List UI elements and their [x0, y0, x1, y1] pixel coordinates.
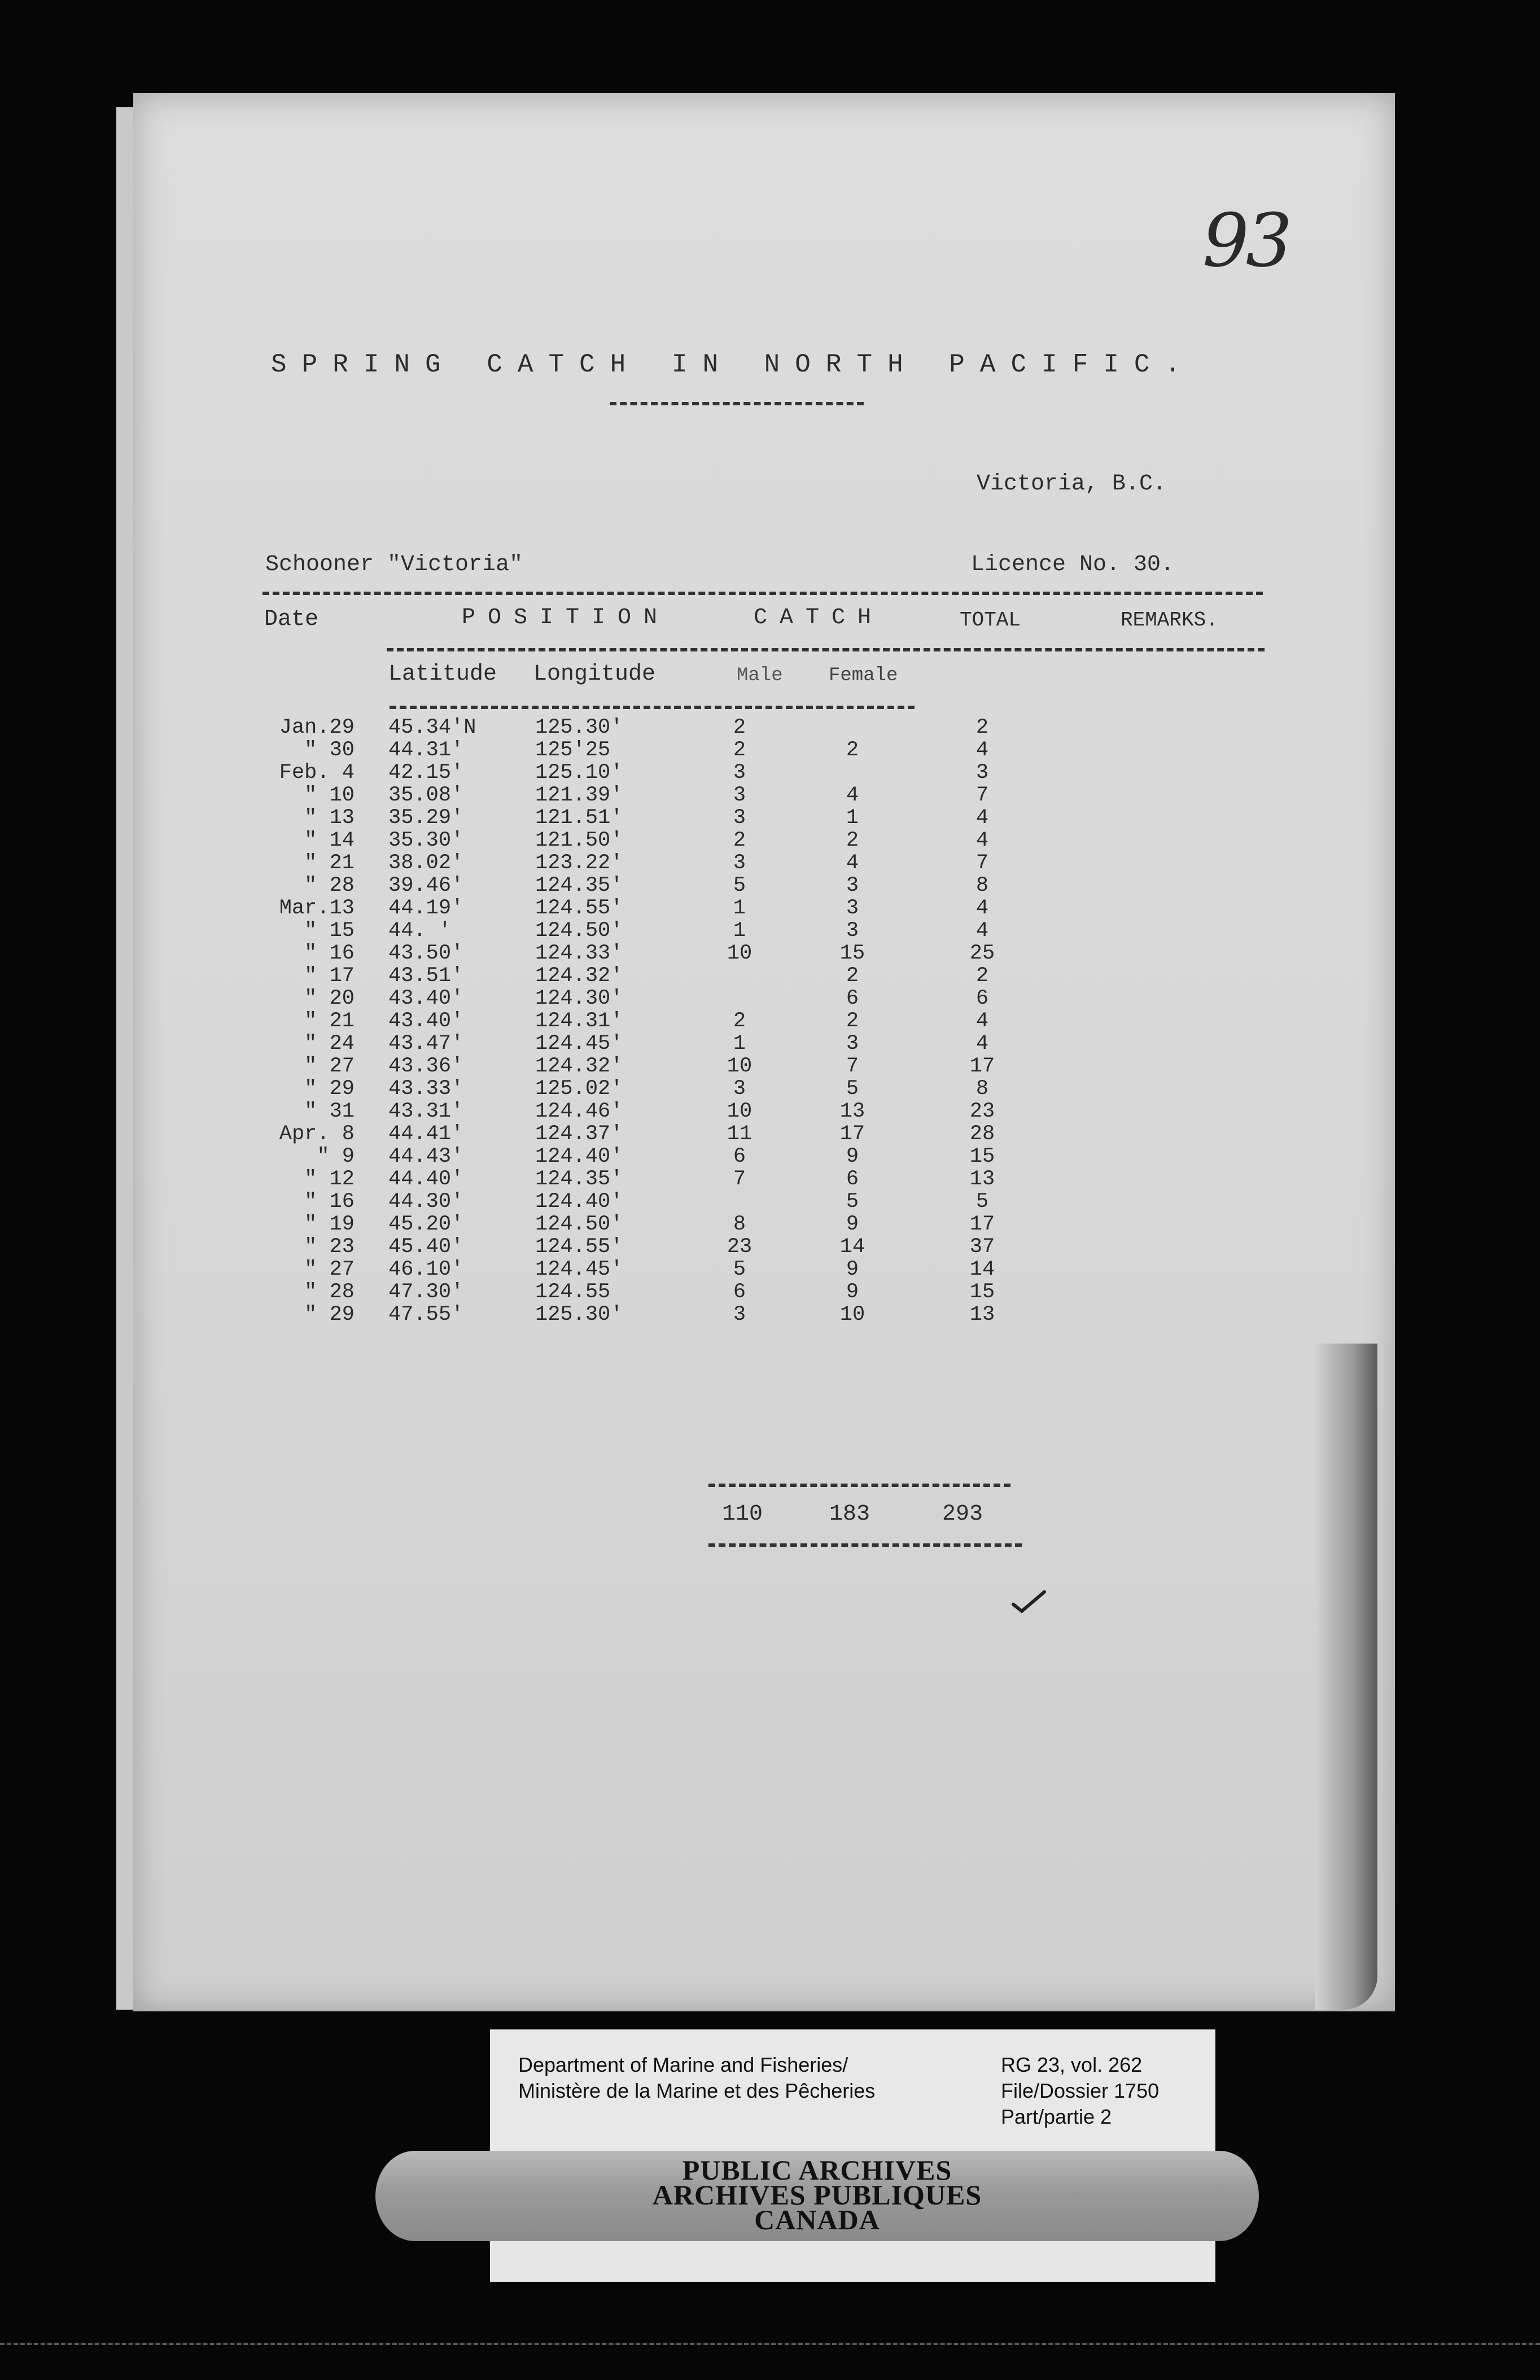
table-row — [0, 829, 1540, 851]
row-total: 4 — [975, 896, 989, 920]
row-longitude: 121.50' — [535, 829, 623, 852]
table-row — [0, 738, 1540, 761]
table-row — [0, 874, 1540, 896]
row-latitude: 42.15' — [388, 761, 464, 785]
row-total: 4 — [975, 806, 989, 830]
row-date: Apr. 8 — [279, 1122, 355, 1146]
row-longitude: 125'25 — [535, 738, 611, 762]
row-longitude: 124.55' — [535, 896, 623, 920]
row-female: 7 — [846, 1055, 859, 1078]
row-longitude: 124.45' — [535, 1032, 623, 1056]
place-line: Victoria, B.C. — [977, 471, 1167, 497]
row-longitude: 124.37' — [535, 1122, 623, 1146]
row-total: 2 — [975, 716, 989, 740]
row-female: 9 — [846, 1213, 859, 1236]
row-date: " 17 — [304, 964, 355, 988]
total-male: 110 — [721, 1502, 763, 1527]
row-female: 3 — [846, 874, 859, 898]
row-female: 4 — [846, 784, 859, 807]
row-date: Jan.29 — [279, 716, 355, 740]
row-date: " 19 — [304, 1213, 355, 1236]
row-male: 5 — [733, 1258, 746, 1281]
row-date: Mar.13 — [279, 896, 355, 920]
row-total: 4 — [975, 1009, 989, 1033]
row-male: 7 — [733, 1167, 746, 1191]
row-latitude: 45.40' — [388, 1235, 464, 1259]
row-latitude: 43.31' — [388, 1100, 464, 1123]
row-date: " 21 — [304, 1009, 355, 1033]
row-latitude: 43.40' — [388, 987, 464, 1010]
row-male: 3 — [733, 851, 746, 875]
row-latitude: 44. ' — [388, 919, 452, 943]
row-date: " 27 — [304, 1258, 355, 1281]
row-latitude: 35.29' — [388, 806, 464, 830]
row-male: 1 — [733, 1032, 746, 1056]
row-total: 15 — [969, 1145, 995, 1169]
row-latitude: 45.20' — [388, 1213, 464, 1236]
row-female: 3 — [846, 1032, 859, 1056]
row-male: 8 — [733, 1213, 746, 1236]
row-male: 1 — [733, 896, 746, 920]
row-date: " 23 — [304, 1235, 355, 1259]
checkmark-icon — [1010, 1586, 1050, 1620]
row-total: 14 — [969, 1258, 995, 1281]
row-male: 3 — [733, 806, 746, 830]
total-grand: 293 — [942, 1502, 983, 1527]
table-row — [0, 1235, 1540, 1258]
row-female: 9 — [846, 1145, 859, 1169]
document-title: SPRING CATCH IN NORTH PACIFIC. — [271, 350, 1196, 379]
table-row — [0, 1258, 1540, 1280]
row-date: " 27 — [304, 1055, 355, 1078]
table-row — [0, 1145, 1540, 1167]
reference-block — [1001, 2052, 1159, 2130]
row-longitude: 125.02' — [535, 1077, 623, 1101]
header-latitude: Latitude — [388, 662, 497, 687]
row-latitude: 44.19' — [388, 896, 464, 920]
stamp-line-2: ARCHIVES PUBLIQUES — [652, 2179, 982, 2211]
row-total: 37 — [969, 1235, 995, 1259]
row-latitude: 45.34'N — [388, 716, 476, 740]
row-longitude: 124.40' — [535, 1145, 623, 1169]
row-total: 4 — [975, 919, 989, 943]
header-longitude: Longitude — [533, 662, 656, 687]
table-row — [0, 942, 1540, 964]
table-row — [0, 1303, 1540, 1325]
row-total: 25 — [969, 942, 995, 965]
row-latitude: 44.40' — [388, 1167, 464, 1191]
row-total: 2 — [975, 964, 989, 988]
row-male: 2 — [733, 738, 746, 762]
row-longitude: 124.32' — [535, 964, 623, 988]
row-latitude: 43.50' — [388, 942, 464, 965]
row-date: " 24 — [304, 1032, 355, 1056]
header-remarks: REMARKS. — [1121, 609, 1218, 632]
row-male: 2 — [733, 716, 746, 740]
row-date: " 16 — [304, 942, 355, 965]
table-row — [0, 1009, 1540, 1032]
row-date: " 28 — [304, 874, 355, 898]
row-total: 3 — [975, 761, 989, 785]
row-female: 6 — [846, 1167, 859, 1191]
table-row — [0, 1122, 1540, 1145]
row-female: 17 — [839, 1122, 865, 1146]
header-position: POSITION — [462, 605, 670, 631]
row-male: 10 — [727, 942, 753, 965]
total-female: 183 — [829, 1502, 870, 1527]
row-total: 17 — [969, 1213, 995, 1236]
row-date: Feb. 4 — [279, 761, 355, 785]
row-male: 3 — [733, 1077, 746, 1101]
row-date: " 16 — [304, 1190, 355, 1214]
table-row — [0, 806, 1540, 829]
row-latitude: 46.10' — [388, 1258, 464, 1281]
row-male: 3 — [733, 1303, 746, 1327]
totals-rule-bottom — [708, 1543, 1022, 1547]
row-total: 17 — [969, 1055, 995, 1078]
row-female: 15 — [839, 942, 865, 965]
row-date: " 31 — [304, 1100, 355, 1123]
row-date: " 15 — [304, 919, 355, 943]
row-longitude: 124.35' — [535, 874, 623, 898]
row-male: 6 — [733, 1280, 746, 1304]
schooner-name: Schooner "Victoria" — [265, 552, 523, 578]
row-latitude: 43.47' — [388, 1032, 464, 1056]
file-number: File/Dossier 1750 — [1001, 2079, 1160, 2102]
totals-rule-top — [708, 1484, 1010, 1487]
header-rule-top — [262, 592, 1263, 595]
table-row — [0, 1032, 1540, 1055]
row-female: 2 — [846, 964, 859, 988]
row-male: 3 — [733, 761, 746, 785]
row-total: 7 — [975, 851, 989, 875]
row-latitude: 35.08' — [388, 784, 464, 807]
table-row — [0, 919, 1540, 942]
table-row — [0, 851, 1540, 874]
row-longitude: 124.50' — [535, 919, 623, 943]
archive-reference-card — [490, 2029, 1215, 2160]
row-female: 1 — [846, 806, 859, 830]
row-longitude: 124.35' — [535, 1167, 623, 1191]
row-latitude: 43.51' — [388, 964, 464, 988]
row-female: 6 — [846, 987, 859, 1010]
row-female: 5 — [846, 1077, 859, 1101]
table-row — [0, 1280, 1540, 1303]
row-latitude: 44.43' — [388, 1145, 464, 1169]
row-date: " 29 — [304, 1303, 355, 1327]
film-edge — [0, 2343, 1540, 2356]
row-longitude: 121.39' — [535, 784, 623, 807]
table-row — [0, 964, 1540, 987]
row-longitude: 125.30' — [535, 716, 623, 740]
row-female: 4 — [846, 851, 859, 875]
row-male: 11 — [727, 1122, 753, 1146]
row-latitude: 44.31' — [388, 738, 464, 762]
row-latitude: 44.30' — [388, 1190, 464, 1214]
stamp-line-3: CANADA — [754, 2204, 880, 2235]
table-row — [0, 1190, 1540, 1213]
row-total: 4 — [975, 738, 989, 762]
row-longitude: 124.55 — [535, 1280, 611, 1304]
row-female: 3 — [846, 896, 859, 920]
row-female: 10 — [839, 1303, 865, 1327]
row-female: 2 — [846, 1009, 859, 1033]
row-female: 9 — [846, 1258, 859, 1281]
row-latitude: 43.40' — [388, 1009, 464, 1033]
row-total: 7 — [975, 784, 989, 807]
row-female: 2 — [846, 829, 859, 852]
row-longitude: 124.31' — [535, 1009, 623, 1033]
row-female: 5 — [846, 1190, 859, 1214]
row-latitude: 43.33' — [388, 1077, 464, 1101]
row-date: " 21 — [304, 851, 355, 875]
part-number: Part/partie 2 — [1001, 2105, 1112, 2128]
row-longitude: 124.55' — [535, 1235, 623, 1259]
row-total: 5 — [975, 1190, 989, 1214]
row-total: 4 — [975, 829, 989, 852]
header-female: Female — [829, 665, 898, 686]
row-longitude: 124.46' — [535, 1100, 623, 1123]
row-male: 5 — [733, 874, 746, 898]
header-male: Male — [737, 665, 783, 686]
row-latitude: 47.55' — [388, 1303, 464, 1327]
row-male: 3 — [733, 784, 746, 807]
row-longitude: 124.50' — [535, 1213, 623, 1236]
row-latitude: 44.41' — [388, 1122, 464, 1146]
row-male: 23 — [727, 1235, 753, 1259]
row-longitude: 124.45' — [535, 1258, 623, 1281]
title-underline — [610, 402, 864, 405]
row-date: " 29 — [304, 1077, 355, 1101]
row-date: " 20 — [304, 987, 355, 1010]
catch-table-body — [0, 716, 1540, 1325]
row-female: 2 — [846, 738, 859, 762]
row-date: " 12 — [304, 1167, 355, 1191]
row-male: 1 — [733, 919, 746, 943]
row-date: " 30 — [304, 738, 355, 762]
row-female: 14 — [839, 1235, 865, 1259]
record-group: RG 23, vol. 262 — [1001, 2053, 1143, 2076]
row-date: " 14 — [304, 829, 355, 852]
row-total: 8 — [975, 1077, 989, 1101]
department-english: Department of Marine and Fisheries/ — [518, 2053, 848, 2076]
table-row — [0, 1167, 1540, 1190]
row-date: " 9 — [317, 1145, 355, 1169]
row-female: 3 — [846, 919, 859, 943]
table-row — [0, 896, 1540, 919]
table-row — [0, 784, 1540, 806]
header-catch: CATCH — [754, 605, 884, 631]
row-total: 23 — [969, 1100, 995, 1123]
table-row — [0, 1100, 1540, 1122]
row-longitude: 124.32' — [535, 1055, 623, 1078]
row-date: " 13 — [304, 806, 355, 830]
row-total: 4 — [975, 1032, 989, 1056]
row-latitude: 35.30' — [388, 829, 464, 852]
table-row — [0, 1213, 1540, 1235]
handwritten-page-number: 93 — [1202, 198, 1289, 283]
row-total: 13 — [969, 1303, 995, 1327]
row-longitude: 125.10' — [535, 761, 623, 785]
row-latitude: 38.02' — [388, 851, 464, 875]
row-date: " 10 — [304, 784, 355, 807]
row-total: 8 — [975, 874, 989, 898]
row-male: 2 — [733, 1009, 746, 1033]
table-row — [0, 1077, 1540, 1100]
row-longitude: 121.51' — [535, 806, 623, 830]
row-female: 13 — [839, 1100, 865, 1123]
row-longitude: 124.33' — [535, 942, 623, 965]
row-male: 2 — [733, 829, 746, 852]
licence-number: Licence No. 30. — [971, 552, 1175, 578]
page-curl-edge — [1315, 1344, 1377, 2010]
header-rule-middle — [387, 648, 1265, 651]
row-latitude: 43.36' — [388, 1055, 464, 1078]
row-latitude: 47.30' — [388, 1280, 464, 1304]
header-total: TOTAL — [960, 609, 1021, 632]
row-longitude: 125.30' — [535, 1303, 623, 1327]
row-total: 28 — [969, 1122, 995, 1146]
row-total: 15 — [969, 1280, 995, 1304]
row-longitude: 124.40' — [535, 1190, 623, 1214]
row-date: " 28 — [304, 1280, 355, 1304]
row-female: 9 — [846, 1280, 859, 1304]
row-male: 10 — [727, 1100, 753, 1123]
stamp-line-1: PUBLIC ARCHIVES — [682, 2154, 952, 2186]
row-longitude: 123.22' — [535, 851, 623, 875]
archives-stamp — [375, 2154, 1259, 2235]
department-block — [518, 2052, 875, 2104]
row-longitude: 124.30' — [535, 987, 623, 1010]
table-row — [0, 716, 1540, 738]
row-male: 6 — [733, 1145, 746, 1169]
table-row — [0, 1055, 1540, 1077]
subheader-rule — [390, 706, 915, 709]
header-date: Date — [264, 607, 319, 632]
row-total: 13 — [969, 1167, 995, 1191]
row-total: 6 — [975, 987, 989, 1010]
department-french: Ministère de la Marine et des Pêcheries — [518, 2079, 876, 2102]
row-male: 10 — [727, 1055, 753, 1078]
table-row — [0, 987, 1540, 1009]
table-row — [0, 761, 1540, 784]
row-latitude: 39.46' — [388, 874, 464, 898]
